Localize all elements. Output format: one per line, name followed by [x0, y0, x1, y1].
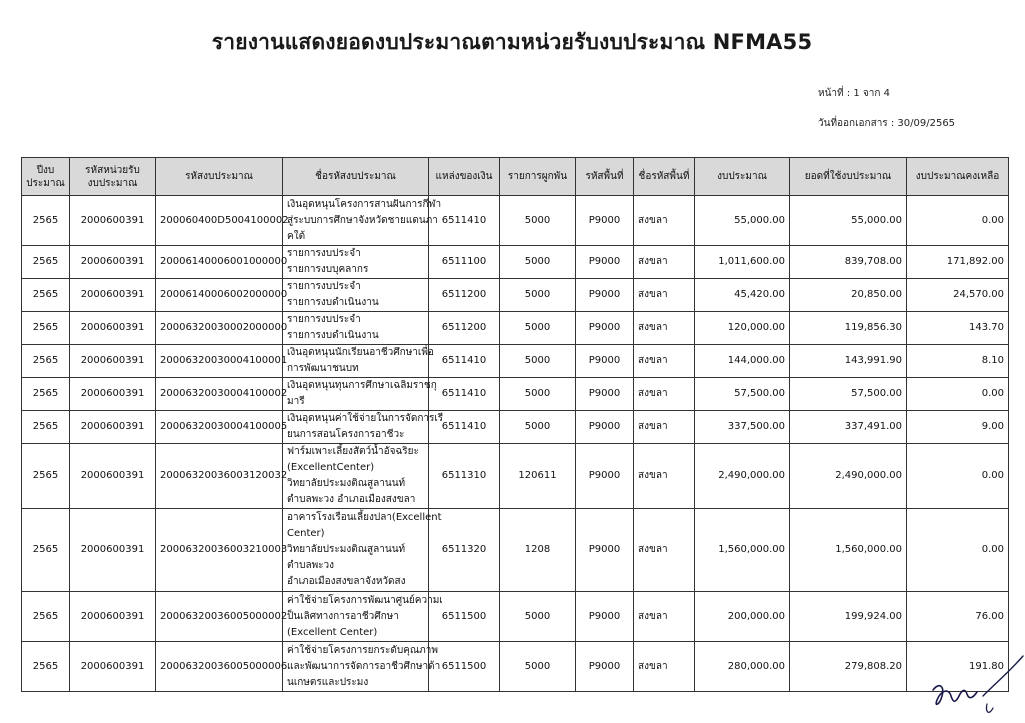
cell-year: 2565 [22, 592, 70, 642]
cell-remaining: 9.00 [907, 411, 1009, 444]
cell-code: 20006320030004100002 [156, 378, 283, 411]
col-header-area: รหัสพื้นที่ [576, 158, 634, 196]
cell-area: P9000 [576, 642, 634, 692]
cell-area-name: สงขลา [634, 246, 695, 279]
cell-name-line: ค่าใช้จ่ายโครงการยกระดับคุณภาพ [287, 644, 438, 656]
cell-name-line: (ExcellentCenter) [287, 462, 375, 473]
cell-used: 20,850.00 [790, 279, 907, 312]
cell-name-line: และพัฒนาการจัดการอาชีวศึกษาด้า [287, 660, 441, 672]
table-header-row [22, 158, 1009, 196]
cell-used: 119,856.30 [790, 312, 907, 345]
cell-remaining: 76.00 [907, 592, 1009, 642]
cell-fund: 6511410 [429, 378, 500, 411]
cell-name-line: รายการงบประจำ [287, 248, 361, 259]
cell-used: 2,490,000.00 [790, 444, 907, 509]
cell-year: 2565 [22, 312, 70, 345]
cell-code: 20006320036003210003 [156, 509, 283, 592]
cell-name-line: ฟาร์มเพาะเลี้ยงสัตว์น้ำอัจฉริยะ [287, 446, 419, 457]
cell-fund: 6511500 [429, 592, 500, 642]
cell-commit: 120611 [500, 444, 576, 509]
cell-year: 2565 [22, 279, 70, 312]
cell-remaining: 0.00 [907, 196, 1009, 246]
cell-fund: 6511500 [429, 642, 500, 692]
cell-budget: 55,000.00 [695, 196, 790, 246]
cell-code: 20006140006002000000 [156, 279, 283, 312]
cell-budget: 1,560,000.00 [695, 509, 790, 592]
cell-name-line: อำเภอเมืองสงขลาจังหวัดสง [287, 576, 406, 587]
cell-unit: 2000600391 [70, 246, 156, 279]
cell-commit: 5000 [500, 279, 576, 312]
cell-commit: 5000 [500, 411, 576, 444]
cell-commit: 5000 [500, 642, 576, 692]
cell-commit: 5000 [500, 592, 576, 642]
cell-name-line: เงินอุดหนุนนักเรียนอาชีวศึกษาเพื่อ [287, 347, 434, 358]
cell-name-line: ป็นเลิศทางการอาชีวศึกษา [287, 610, 399, 622]
cell-name-line: รายการงบประจำ [287, 281, 361, 292]
cell-budget: 57,500.00 [695, 378, 790, 411]
cell-area-name: สงขลา [634, 279, 695, 312]
cell-area-name: สงขลา [634, 345, 695, 378]
cell-name [283, 378, 437, 411]
cell-used: 57,500.00 [790, 378, 907, 411]
cell-remaining: 171,892.00 [907, 246, 1009, 279]
col-header-year: ปีงบ ประมาณ [22, 158, 70, 196]
col-header-code: รหัสงบประมาณ [156, 158, 283, 196]
cell-used: 279,808.20 [790, 642, 907, 692]
cell-unit: 2000600391 [70, 411, 156, 444]
report-title: รายงานแสดงยอดงบประมาณตามหน่วยรับงบประมาณ NFMA55 [211, 30, 813, 54]
cell-budget: 45,420.00 [695, 279, 790, 312]
cell-name-line: เงินอุดหนุนโครงการสานฝันการกีฬา [287, 198, 442, 210]
cell-area-name: สงขลา [634, 378, 695, 411]
cell-commit: 5000 [500, 196, 576, 246]
table-row [22, 312, 1009, 345]
cell-unit: 2000600391 [70, 378, 156, 411]
cell-name-line: ยนการสอนโครงการอาชีวะ [287, 429, 405, 440]
cell-area: P9000 [576, 279, 634, 312]
col-header-name: ชื่อรหัสงบประมาณ [283, 158, 429, 196]
col-header-used: ยอดที่ใช้งบประมาณ [790, 158, 907, 196]
cell-name-line: คใต้ [287, 230, 306, 242]
cell-used: 337,491.00 [790, 411, 907, 444]
cell-fund: 6511320 [429, 509, 500, 592]
cell-name-line: นเกษตรและประมง [287, 676, 369, 688]
cell-remaining: 0.00 [907, 509, 1009, 592]
cell-name [283, 345, 434, 378]
cell-year: 2565 [22, 444, 70, 509]
cell-name [283, 246, 429, 279]
cell-unit: 2000600391 [70, 509, 156, 592]
cell-fund: 6511310 [429, 444, 500, 509]
cell-name [283, 592, 443, 642]
cell-name [283, 196, 442, 246]
col-header-fund: แหล่งของเงิน [429, 158, 500, 196]
cell-budget: 2,490,000.00 [695, 444, 790, 509]
cell-name-line: ตำบลพะวง [287, 560, 335, 571]
cell-area: P9000 [576, 378, 634, 411]
cell-remaining: 0.00 [907, 444, 1009, 509]
cell-code: 20006320036005000002 [156, 592, 283, 642]
cell-area: P9000 [576, 592, 634, 642]
cell-year: 2565 [22, 196, 70, 246]
cell-year: 2565 [22, 345, 70, 378]
col-header-commit: รายการผูกพัน [500, 158, 576, 196]
cell-budget: 144,000.00 [695, 345, 790, 378]
cell-year: 2565 [22, 246, 70, 279]
cell-name [283, 279, 429, 312]
cell-name [283, 509, 442, 592]
cell-commit: 5000 [500, 345, 576, 378]
cell-area: P9000 [576, 444, 634, 509]
cell-area: P9000 [576, 312, 634, 345]
cell-code: 20006320036003120032 [156, 444, 283, 509]
cell-commit: 5000 [500, 246, 576, 279]
col-header-remaining: งบประมาณคงเหลือ [907, 158, 1009, 196]
cell-name [283, 642, 441, 692]
cell-unit: 2000600391 [70, 592, 156, 642]
cell-budget: 200,000.00 [695, 592, 790, 642]
cell-area-name: สงขลา [634, 196, 695, 246]
cell-fund: 6511410 [429, 345, 500, 378]
table-row [22, 642, 1009, 692]
table-row [22, 378, 1009, 411]
cell-unit: 2000600391 [70, 444, 156, 509]
cell-area-name: สงขลา [634, 411, 695, 444]
cell-budget: 120,000.00 [695, 312, 790, 345]
table-row [22, 444, 1009, 509]
cell-name-line: รายการงบประจำ [287, 314, 361, 325]
cell-unit: 2000600391 [70, 196, 156, 246]
table-row [22, 509, 1009, 592]
cell-used: 839,708.00 [790, 246, 907, 279]
cell-remaining: 0.00 [907, 378, 1009, 411]
cell-area-name: สงขลา [634, 444, 695, 509]
cell-budget: 1,011,600.00 [695, 246, 790, 279]
cell-name-line: อาคารโรงเรือนเลี้ยงปลา(Excellent [287, 512, 442, 523]
cell-area: P9000 [576, 246, 634, 279]
table-row [22, 345, 1009, 378]
cell-name-line: วิทยาลัยประมงติณสูลานนท์ [287, 544, 406, 555]
cell-name-line: วิทยาลัยประมงติณสูลานนท์ [287, 478, 406, 489]
cell-fund: 6511410 [429, 196, 500, 246]
cell-used: 55,000.00 [790, 196, 907, 246]
cell-code: 20006140006001000000 [156, 246, 283, 279]
table-row [22, 279, 1009, 312]
cell-name [283, 411, 444, 444]
cell-code: 20006320030002000000 [156, 312, 283, 345]
cell-unit: 2000600391 [70, 279, 156, 312]
page-info: หน้าที่ : 1 จาก 4 [818, 88, 890, 99]
table-row [22, 246, 1009, 279]
cell-name-line: มารี [287, 396, 305, 407]
cell-unit: 2000600391 [70, 312, 156, 345]
cell-name [283, 312, 429, 345]
cell-area: P9000 [576, 196, 634, 246]
cell-remaining: 24,570.00 [907, 279, 1009, 312]
cell-commit: 5000 [500, 312, 576, 345]
cell-code: 200060400D5004100002 [156, 196, 283, 246]
cell-year: 2565 [22, 411, 70, 444]
col-header-unit: รหัสหน่วยรับ งบประมาณ [70, 158, 156, 196]
cell-name-line: รายการงบบุคลากร [287, 264, 369, 275]
table-row [22, 196, 1009, 246]
cell-unit: 2000600391 [70, 345, 156, 378]
cell-area-name: สงขลา [634, 642, 695, 692]
cell-code: 20006320030004100001 [156, 345, 283, 378]
cell-name-line: เงินอุดหนุนค่าใช้จ่ายในการจัดการเรี [287, 413, 444, 424]
cell-fund: 6511200 [429, 312, 500, 345]
cell-name-line: ตำบลพะวง อำเภอเมืองสงขลา [287, 494, 416, 505]
budget-table [21, 157, 1009, 692]
cell-area: P9000 [576, 345, 634, 378]
cell-name [283, 444, 429, 509]
table-row [22, 592, 1009, 642]
table-row [22, 411, 1009, 444]
cell-fund: 6511200 [429, 279, 500, 312]
cell-code: 20006320030004100005 [156, 411, 283, 444]
cell-name-line: การพัฒนาชนบท [287, 363, 359, 374]
cell-name-line: รายการงบดำเนินงาน [287, 330, 379, 341]
cell-fund: 6511100 [429, 246, 500, 279]
issue-date: วันที่ออกเอกสาร : 30/09/2565 [818, 118, 956, 129]
cell-fund: 6511410 [429, 411, 500, 444]
cell-unit: 2000600391 [70, 642, 156, 692]
cell-budget: 280,000.00 [695, 642, 790, 692]
cell-year: 2565 [22, 642, 70, 692]
cell-area-name: สงขลา [634, 509, 695, 592]
cell-area: P9000 [576, 411, 634, 444]
cell-name-line: ค่าใช้จ่ายโครงการพัฒนาศูนย์ความเ [287, 594, 443, 606]
cell-name-line: สู่ระบบการศึกษาจังหวัดชายแดนภา [287, 214, 438, 226]
cell-area: P9000 [576, 509, 634, 592]
cell-name-line: เงินอุดหนุนทุนการศึกษาเฉลิมราชกุ [287, 380, 437, 391]
cell-used: 143,991.90 [790, 345, 907, 378]
cell-used: 199,924.00 [790, 592, 907, 642]
cell-name-line: Center) [287, 528, 325, 539]
cell-remaining: 191.80 [907, 642, 1009, 692]
cell-remaining: 8.10 [907, 345, 1009, 378]
cell-used: 1,560,000.00 [790, 509, 907, 592]
cell-name-line: (Excellent Center) [287, 626, 378, 638]
col-header-budget: งบประมาณ [695, 158, 790, 196]
cell-remaining: 143.70 [907, 312, 1009, 345]
signature-mark [925, 652, 1025, 722]
cell-budget: 337,500.00 [695, 411, 790, 444]
cell-name-line: รายการงบดำเนินงาน [287, 297, 379, 308]
cell-area-name: สงขลา [634, 592, 695, 642]
cell-year: 2565 [22, 378, 70, 411]
cell-commit: 5000 [500, 378, 576, 411]
cell-area-name: สงขลา [634, 312, 695, 345]
cell-commit: 1208 [500, 509, 576, 592]
cell-code: 20006320036005000006 [156, 642, 283, 692]
col-header-area-name: ชื่อรหัสพื้นที่ [634, 158, 695, 196]
cell-year: 2565 [22, 509, 70, 592]
